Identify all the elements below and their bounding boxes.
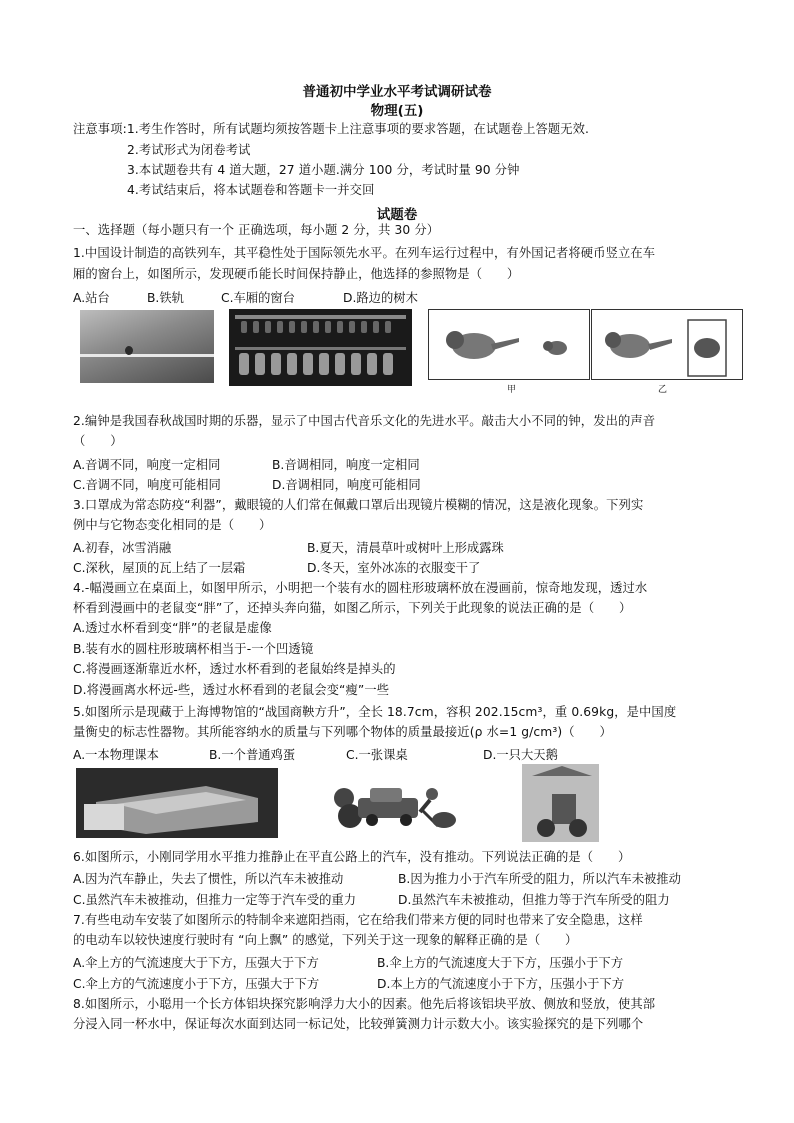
q5-line-2: 量衡史的标志性器物。其所能容纳水的质量与下列哪个物体的质量最接近(ρ 水=1 g/cm³)（ ） (73, 725, 612, 739)
q3-option-a: A.初春，冰雪消融 (73, 541, 172, 555)
q4-option-d: D.将漫画离水杯远-些，透过水杯看到的老鼠会变“瘦”一些 (73, 683, 390, 697)
bianzhong-bells-photo (229, 309, 412, 386)
q8-line-1: 8.如图所示，小聪用一个长方体铝块探究影响浮力大小的因素。他先后将该铝块平放、侧放和竖放，使其部 (73, 997, 656, 1011)
q8-line-2: 分浸入同一杯水中，保证每次水面到达同一标记处，比较弹簧测力计示数大小。该实验探究的是下列哪个 (73, 1017, 644, 1031)
q7-option-a: A.伞上方的气流速度大于下方，压强大于下方 (73, 956, 319, 970)
note-3: 3.本试题卷共有 4 道大题，27 道小题.满分 100 分，考试时量 90 分钟 (127, 163, 520, 177)
windowsill-edge (80, 354, 214, 357)
q5-option-b: B.一个普通鸡蛋 (209, 748, 296, 762)
q2-option-b: B.音调相同，响度一定相同 (272, 458, 420, 472)
q4-line-1: 4.-幅漫画立在桌面上，如图甲所示，小明把一个装有水的圆柱形玻璃杯放在漫画前，惊奇地发现，透过水 (73, 581, 648, 595)
coin-icon (125, 346, 133, 355)
q5-option-c: C.一张课桌 (346, 748, 408, 762)
q3-option-d: D.冬天，室外冰冻的衣服变干了 (307, 561, 481, 575)
q6-option-c: C.虽然汽车未被推动，但推力一定等于汽车受的重力 (73, 893, 357, 907)
q1-option-a: A.站台 (73, 291, 110, 305)
q1-option-d: D.路边的树木 (343, 291, 418, 305)
q6-option-b: B.因为推力小于汽车所受的阻力，所以汽车未被推动 (398, 872, 681, 886)
q4-option-c: C.将漫画逐渐靠近水杯，透过水杯看到的老鼠始终是掉头的 (73, 662, 396, 676)
coin-on-windowsill-photo (80, 310, 214, 383)
part-one-heading: 一、选择题（每小题只有一个 正确选项，每小题 2 分，共 30 分） (73, 223, 440, 237)
q7-option-d: D.本上方的气流速度小于下方，压强小于下方 (377, 977, 625, 991)
q6-option-a: A.因为汽车静止，失去了惯性，所以汽车未被推动 (73, 872, 344, 886)
q6-option-d: D.虽然汽车未被推动，但推力等于汽车所受的阻力 (398, 893, 670, 907)
q1-option-c: C.车厢的窗台 (221, 291, 295, 305)
q3-line-1: 3.口罩成为常态防疫“利器”，戴眼镜的人们常在佩戴口罩后出现镜片模糊的情况，这是液化现象。下列实 (73, 498, 644, 512)
q1-option-b: B.铁轨 (147, 291, 184, 305)
q4-option-b: B.装有水的圆柱形玻璃杯相当于-一个凹透镜 (73, 642, 314, 656)
q3-line-2: 例中与它物态变化相同的是（ ） (73, 518, 272, 532)
q3-option-c: C.深秋，屋顶的瓦上结了一层霜 (73, 561, 246, 575)
q1-line-1: 1.中国设计制造的高铁列车，其平稳性处于国际领先水平。在列车运行过程中，有外国记者将硬币竖立在车 (73, 246, 656, 260)
exam-subtitle: 物理(五) (370, 103, 424, 119)
q2-option-a: A.音调不同，响度一定相同 (73, 458, 221, 472)
q2-line-1: 2.编钟是我国春秋战国时期的乐器，显示了中国古代音乐文化的先进水平。敲击大小不同的钟，发出的声音 (73, 414, 656, 428)
q7-line-2: 的电动车以较快速度行驶时有 “向上飘” 的感觉，下列关于这一现象的解释正确的是（ ） (73, 933, 578, 947)
q7-line-1: 7.有些电动车安装了如图所示的特制伞来遮阳挡雨，它在给我们带来方便的同时也带来了安全隐患，这样 (73, 913, 643, 927)
q2-line-2: （ ） (73, 434, 123, 448)
q7-option-b: B.伞上方的气流速度大于下方，压强小于下方 (377, 956, 623, 970)
q7-option-c: C.伞上方的气流速度小于下方，压强大于下方 (73, 977, 320, 991)
q2-option-c: C.音调不同，响度可能相同 (73, 478, 221, 492)
q5-option-d: D.一只大天鹅 (483, 748, 558, 762)
q4-line-2: 杯看到漫画中的老鼠变“胖”了，还掉头奔向猫，如图乙所示，下列关于此现象的说法正确的是（ ） (73, 601, 632, 615)
exam-title: 普通初中学业水平考试调研试卷 (302, 84, 492, 100)
q4-option-a: A.透过水杯看到变“胖”的老鼠是虚像 (73, 621, 272, 635)
note-2: 2.考试形式为闭卷考试 (127, 143, 251, 157)
q3-option-b: B.夏天，清晨草叶或树叶上形成露珠 (307, 541, 504, 555)
cartoon-figure-yi (591, 309, 743, 380)
boy-pushing-car-illustration (334, 768, 462, 838)
note-4: 4.考试结束后，将本试题卷和答题卡一并交回 (127, 183, 375, 197)
note-1: 注意事项:1.考生作答时，所有试题均须按答题卡上注意事项的要求答题，在试题卷上答题无效. (73, 122, 590, 136)
caption-jia: 甲 (507, 385, 517, 395)
q5-option-a: A.一本物理课本 (73, 748, 159, 762)
caption-yi: 乙 (658, 385, 668, 395)
q5-line-1: 5.如图所示是现藏于上海博物馆的“战国商鞅方升”，全长 18.7cm，容积 202.15cm³，重 0.69kg，是中国度 (73, 705, 677, 719)
e-bike-umbrella-photo (522, 764, 599, 842)
cartoon-figure-jia (428, 309, 590, 380)
section-title: 试题卷 (376, 207, 418, 223)
q1-line-2: 厢的窗台上，如图所示，发现硬币能长时间保持静止，他选择的参照物是（ ） (73, 267, 520, 281)
shang-yang-square-sheng-photo (76, 768, 278, 838)
q2-option-d: D.音调相同，响度可能相同 (272, 478, 421, 492)
q6-line-1: 6.如图所示，小刚同学用水平推力推静止在平直公路上的汽车，没有推动。下列说法正确的是（ ） (73, 850, 631, 864)
